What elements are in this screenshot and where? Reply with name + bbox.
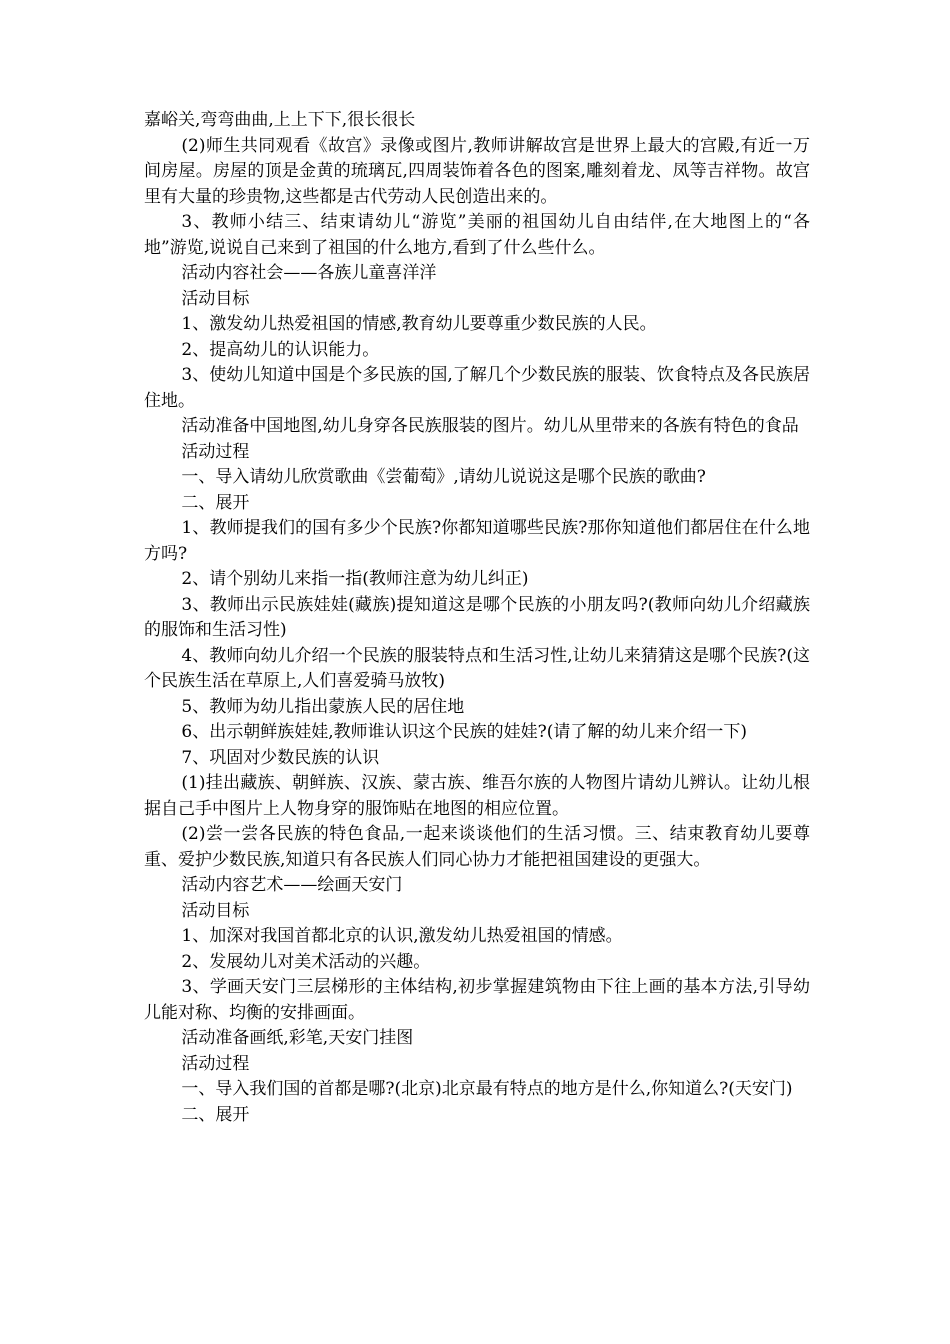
- paragraph: 1、加深对我国首都北京的认识,激发幼儿热爱祖国的情感。: [181, 926, 623, 946]
- paragraph: (2)师生共同观看《故宫》录像或图片,教师讲解故宫是世界上最大的宫殿,有近一万间房屋。房屋的顶是金黄的琉璃瓦,四周装饰着各色的图案,雕刻着龙、凤等吉祥物。故宫里有大量的珍贵物,这些都是古代劳动人民创造出来的。: [144, 135, 810, 207]
- paragraph: 二、展开: [181, 1104, 250, 1125]
- paragraph: 1、激发幼儿热爱祖国的情感,教育幼儿要尊重少数民族的人民。: [181, 314, 657, 334]
- paragraph: 二、展开: [181, 492, 250, 513]
- paragraph: 活动准备中国地图,幼儿身穿各民族服装的图片。幼儿从里带来的各族有特色的食品: [181, 416, 799, 436]
- document-body: [144, 108, 810, 1128]
- paragraph: 2、请个别幼儿来指一指(教师注意为幼儿纠正): [181, 569, 529, 589]
- paragraph: 一、导入我们国的首都是哪?(北京)北京最有特点的地方是什么,你知道么?(天安门): [181, 1079, 793, 1099]
- paragraph: 7、巩固对少数民族的认识: [181, 747, 380, 768]
- paragraph: 4、教师向幼儿介绍一个民族的服装特点和生活习性,让幼儿来猜猜这是哪个民族?(这个民族生活在草原上,人们喜爱骑马放牧): [144, 645, 810, 691]
- paragraph: 3、使幼儿知道中国是个多民族的国,了解几个少数民族的服装、饮食特点及各民族居住地。: [144, 365, 810, 411]
- paragraph: 活动内容社会——各族儿童喜洋洋: [181, 263, 437, 283]
- paragraph: 活动准备画纸,彩笔,天安门挂图: [181, 1028, 414, 1048]
- paragraph: 3、教师小结三、结束请幼儿“游览”美丽的祖国幼儿自由结伴,在大地图上的“各地”游览,说说自己来到了祖国的什么地方,看到了什么些什么。: [144, 212, 810, 258]
- paragraph: 1、教师提我们的国有多少个民族?你都知道哪些民族?那你知道他们都居住在什么地方吗?: [144, 518, 810, 564]
- paragraph: (2)尝一尝各民族的特色食品,一起来谈谈他们的生活习惯。三、结束教育幼儿要尊重、爱护少数民族,知道只有各民族人们同心协力才能把祖国建设的更强大。: [144, 824, 810, 870]
- paragraph: 2、提高幼儿的认识能力。: [181, 339, 380, 360]
- paragraph: 活动目标: [181, 288, 250, 309]
- paragraph: 嘉峪关,弯弯曲曲,上上下下,很长很长: [144, 110, 416, 130]
- paragraph: 6、出示朝鲜族娃娃,教师谁认识这个民族的娃娃?(请了解的幼儿来介绍一下): [181, 722, 747, 742]
- paragraph: 3、教师出示民族娃娃(藏族)提知道这是哪个民族的小朋友吗?(教师向幼儿介绍藏族的服饰和生活习性): [144, 594, 810, 640]
- paragraph: 一、导入请幼儿欣赏歌曲《尝葡萄》,请幼儿说说这是哪个民族的歌曲?: [181, 467, 706, 487]
- paragraph: 5、教师为幼儿指出蒙族人民的居住地: [181, 696, 465, 717]
- paragraph: 3、学画天安门三层梯形的主体结构,初步掌握建筑物由下往上画的基本方法,引导幼儿能对称、均衡的安排画面。: [144, 977, 810, 1023]
- paragraph: (1)挂出藏族、朝鲜族、汉族、蒙古族、维吾尔族的人物图片请幼儿辨认。让幼儿根据自己手中图片上人物身穿的服饰贴在地图的相应位置。: [144, 773, 810, 819]
- paragraph: 2、发展幼儿对美术活动的兴趣。: [181, 951, 431, 972]
- paragraph: 活动目标: [181, 900, 250, 921]
- paragraph: 活动内容艺术——绘画天安门: [181, 875, 403, 895]
- paragraph: 活动过程: [181, 1053, 250, 1074]
- paragraph: 活动过程: [181, 441, 250, 462]
